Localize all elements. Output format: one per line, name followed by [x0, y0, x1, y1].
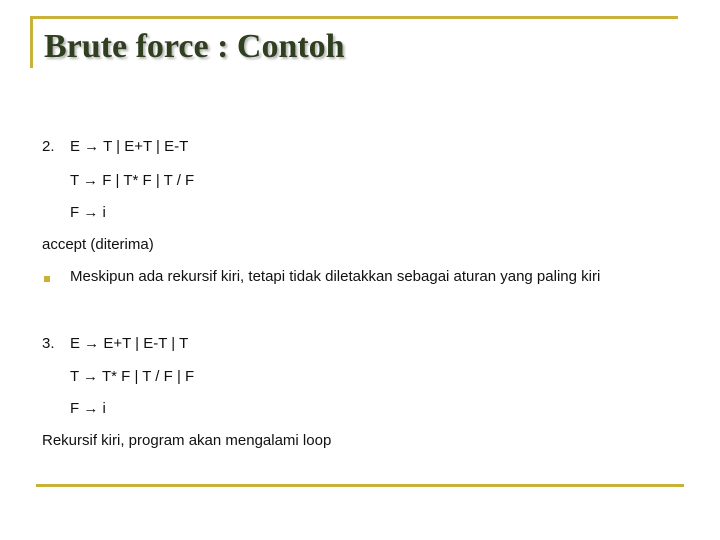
rule-2-3: F → i — [70, 204, 106, 221]
item-number-2: 2. — [42, 138, 55, 155]
rule-3-1 — [42, 335, 188, 352]
top-decor-line — [30, 16, 678, 19]
bullet-square-icon — [44, 276, 50, 282]
bottom-decor-line — [36, 484, 684, 487]
rule-2-1 — [42, 138, 188, 155]
result-3: Rekursif kiri, program akan mengalami loop — [42, 432, 332, 449]
result-2: accept (diterima) — [42, 236, 154, 253]
rule-3-1-text: E → E+T | E-T | T — [70, 335, 189, 352]
rule-3-2: T → T* F | T / F | F — [70, 368, 195, 385]
slide-title: Brute force : Contoh — [44, 28, 345, 65]
rule-3-3: F → i — [70, 400, 106, 417]
bullet-text: Meskipun ada rekursif kiri, tetapi tidak diletakkan sebagai aturan yang paling kiri — [70, 268, 601, 285]
left-decor-line — [30, 16, 33, 68]
item-number-3: 3. — [42, 335, 55, 352]
rule-2-2: T → F | T* F | T / F — [70, 172, 195, 189]
rule-2-1-text: E → T | E+T | E-T — [70, 138, 189, 155]
